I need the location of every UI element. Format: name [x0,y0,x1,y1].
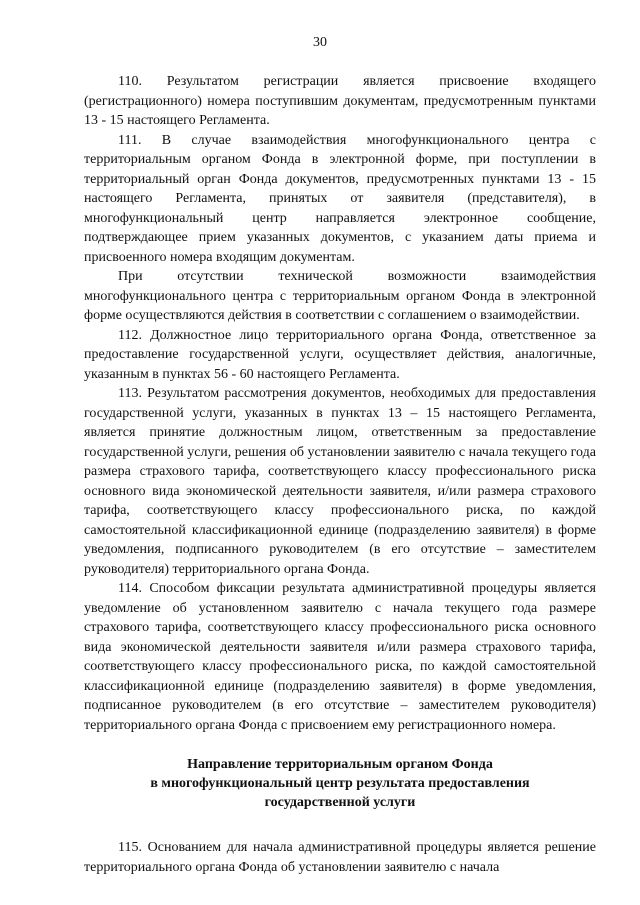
section-heading [84,755,596,812]
document-body [84,72,596,877]
paragraph-110: 110. Результатом регистрации является присвоение входящего (регистрационного) номера поступившим документам, предусмотренным пунктами 13 - 15 настоящего Регламента. [84,74,596,128]
heading-line: государственной услуги [264,795,416,810]
page-number: 30 [313,35,327,50]
paragraph-115: 115. Основанием для начала административной процедуры является решение территориального органа Фонда об установлении заявителю с начала [84,840,596,875]
paragraph-113: 113. Результатом рассмотрения документов, необходимых для предоставления государственной услуги, указанных в пунктах 13 – 15 настоящего Регламента, является принятие должностным лицом, ответственным за предоставление государственной услуги, решения об установлении заявителю с начала текущего года размера страхового тарифа, соответствующего классу профессионального риска основного вида экономической деятельности заявителя, и/или размера страхового тарифа, соответствующего классу профессионального риска, по каждой самостоятельной классификационной единице (подразделению заявителя) в форме уведомления, подписанного руководителем (в его отсутствие – заместителем руководителя) территориального органа Фонда. [84,386,596,577]
paragraph-114: 114. Способом фиксации результата административной процедуры является уведомление об установленном заявителю с начала текущего года размере страхового тарифа, соответствующего классу профессионального риска основного вида экономической деятельности заявителя и/или размера страхового тарифа, соответствующего классу профессионального риска, по каждой самостоятельной классификационной единице (подразделению заявителя) в форме уведомления, подписанное руководителем (в его отсутствие – заместителем руководителя) территориального органа Фонда с присвоением ему регистрационного номера. [84,581,596,733]
paragraph-112: 112. Должностное лицо территориального органа Фонда, ответственное за предоставление государственной услуги, осуществляет действия, аналогичные, указанным в пунктах 56 - 60 настоящего Регламента. [84,327,596,382]
paragraph-111: 111. В случае взаимодействия многофункционального центра с территориальным органом Фонда в электронной форме, при поступлении в территориальный орган Фонда документов, предусмотренных пунктами 13 - 15 настоящего Регламента, принятых от заявителя (представителя), в многофункциональный центр направляется электронное сообщение, подтверждающее прием указанных документов, с указанием даты приема и присвоенного номера входящим документам. [84,132,596,265]
paragraph-111-note: При отсутствии технической возможности взаимодействия многофункционального центра с территориальным органом Фонда в электронной форме осуществляются действия в соответствии с соглашением о взаимодействии. [84,269,596,323]
heading-line: в многофункциональный центр результата предоставления [150,776,530,791]
heading-line: Направление территориальным органом Фонда [187,757,493,772]
